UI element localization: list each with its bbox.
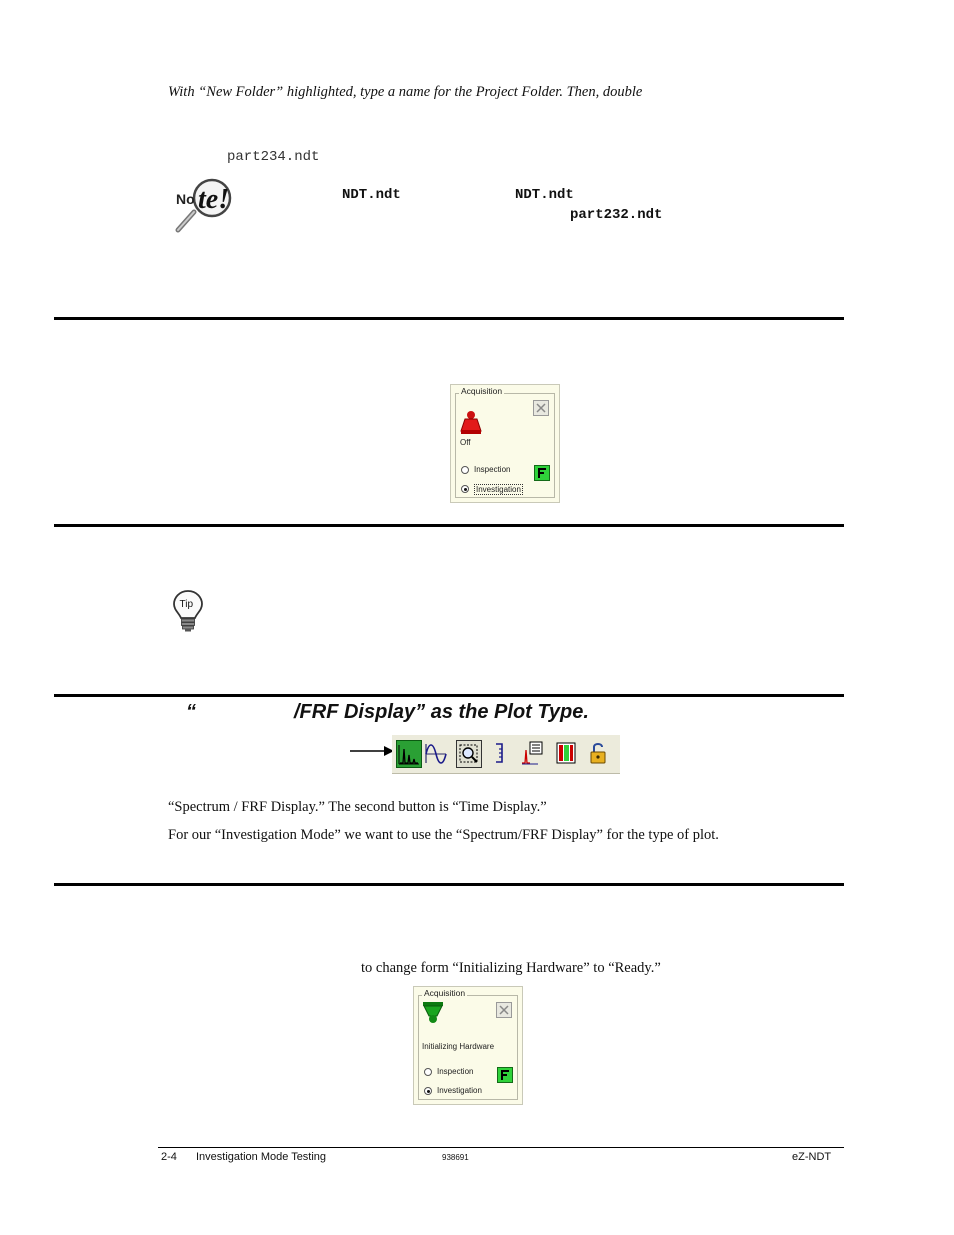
acquisition-legend-2: Acquisition [424, 988, 466, 998]
zoom-icon [457, 741, 481, 767]
bar-display-icon [554, 740, 578, 766]
acquisition-ready-icon [422, 1001, 444, 1025]
section-rule-1 [54, 317, 844, 320]
footer-doc-number: 938691 [442, 1153, 469, 1162]
intro-text: With “New Folder” highlighted, type a name for the Project Folder. Then, double [168, 84, 643, 100]
spectrum-icon [397, 741, 421, 767]
paragraph-investigation-mode: For our “Investigation Mode” we want to use the “Spectrum/FRF Display” for the type of plot. [168, 827, 719, 843]
stop-icon [497, 1003, 511, 1017]
svg-text:No: No [176, 191, 195, 207]
stop-button-2[interactable] [496, 1002, 512, 1018]
radio-investigation[interactable] [461, 485, 469, 493]
acquisition-panel-off [450, 384, 560, 503]
radio-investigation-label-2: Investigation [437, 1086, 482, 1095]
file-example: part234.ndt [227, 149, 320, 165]
mode-flag-icon [535, 466, 549, 480]
pointer-arrow-icon [350, 745, 394, 757]
radio-investigation-2[interactable] [424, 1087, 432, 1095]
peak-list-icon [520, 740, 544, 766]
section-rule-4 [54, 883, 844, 886]
radio-inspection-label-2: Inspection [437, 1067, 474, 1076]
tip-icon [172, 589, 204, 633]
bar-display-button[interactable] [554, 740, 578, 766]
stop-icon [534, 401, 548, 415]
note-file-1: NDT.ndt [342, 187, 401, 203]
footer-page-number: 2-4 [161, 1151, 177, 1163]
paragraph-initializing: to change form “Initializing Hardware” to “Ready.” [361, 960, 661, 976]
sine-wave-icon [424, 740, 448, 766]
spectrum-frf-display-button[interactable] [396, 740, 422, 768]
cursor-icon [488, 740, 512, 766]
lock-button[interactable] [586, 740, 610, 766]
radio-inspection-label: Inspection [474, 465, 511, 474]
note-file-3: part232.ndt [570, 207, 663, 223]
note-icon [172, 176, 236, 234]
time-display-button[interactable] [424, 740, 448, 766]
cursor-button[interactable] [488, 740, 512, 766]
note-file-2: NDT.ndt [515, 187, 574, 203]
footer-section: Investigation Mode Testing [196, 1151, 327, 1163]
svg-text:te!: te! [198, 184, 230, 215]
radio-investigation-label: Investigation [476, 485, 521, 494]
acquisition-legend: Acquisition [461, 386, 503, 396]
lock-icon [586, 740, 610, 766]
radio-inspection[interactable] [461, 466, 469, 474]
plot-type-toolbar [392, 734, 620, 774]
stop-button[interactable] [533, 400, 549, 416]
footer-product: eZ-NDT [792, 1151, 832, 1163]
acquisition-off-icon [460, 409, 482, 435]
acquisition-status-2: Initializing Hardware [422, 1042, 495, 1051]
zoom-button[interactable] [456, 740, 482, 768]
mode-toggle-button[interactable] [534, 465, 550, 481]
acquisition-status: Off [460, 438, 471, 447]
mode-flag-icon [498, 1068, 512, 1082]
paragraph-spectrum-buttons: “Spectrum / FRF Display.” The second button is “Time Display.” [168, 799, 547, 815]
acquisition-panel-initializing [413, 986, 523, 1105]
mode-toggle-button-2[interactable] [497, 1067, 513, 1083]
svg-text:Tip: Tip [179, 599, 194, 610]
step-heading: /FRF Display” as the Plot Type. [294, 701, 589, 723]
radio-inspection-2[interactable] [424, 1068, 432, 1076]
section-rule-3 [54, 694, 844, 697]
peak-list-button[interactable] [520, 740, 544, 766]
footer-rule [158, 1147, 844, 1148]
section-rule-2 [54, 524, 844, 527]
step-heading-quote: “ [186, 701, 196, 723]
